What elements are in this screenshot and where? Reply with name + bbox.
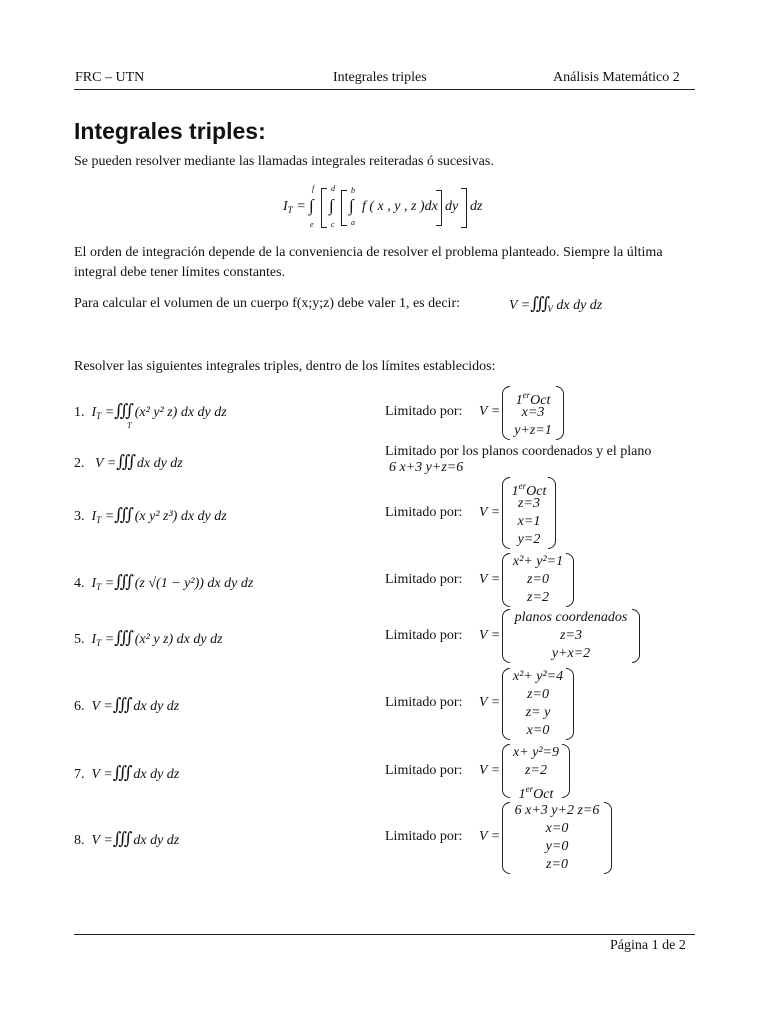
ex6-lim-3: x=0 [526, 723, 550, 738]
dz: dz [470, 199, 483, 214]
exercise-1-limit-label: Limitado por: [385, 404, 463, 419]
exercise-6-system [502, 668, 574, 740]
ex5-lim-0: planos coordenados [514, 610, 628, 625]
iterated-integral-formula [283, 184, 503, 232]
exercise-5: 5. $I_T$ =∭ (x² y z) dx dy dz [74, 628, 223, 648]
exercises-intro: Resolver las siguientes integrales triples, dentro de los límites establecidos: [74, 359, 496, 374]
ex1-lim-1: x=3 [521, 405, 545, 420]
order-text: El orden de integración depende de la conveniencia de resolver el problema planteado. Siempre la última integral debe tener límites constantes. [74, 245, 663, 280]
ex7-lim-0: x+ y²=9 [512, 745, 560, 760]
exercise-5-system [502, 609, 640, 663]
exercise-8-V: V = [479, 829, 501, 844]
limit-a: a [351, 218, 355, 227]
header-rule [74, 89, 695, 90]
exercise-4-system [502, 553, 574, 607]
bracket-outer-right [461, 188, 467, 228]
page-number: Página 1 de 2 [610, 938, 686, 953]
exercise-4-V: V = [479, 572, 501, 587]
ex8-lim-2: y=0 [545, 839, 569, 854]
exercise-4: 4. $I_T$ =∭ (z √(1 − y²)) dx dy dz [74, 572, 254, 592]
exercise-8-system [502, 802, 612, 874]
limit-e: e [310, 220, 314, 229]
ex7-lim-1: z=2 [525, 763, 547, 778]
volume-text: Para calcular el volumen de un cuerpo f(x;y;z) debe valer 1, es decir: [74, 296, 460, 311]
ex7-lim-2: 1erOct [518, 784, 554, 802]
limit-b: b [351, 186, 355, 195]
ex3-lim-1: z=3 [518, 496, 540, 511]
ex8-lim-3: z=0 [546, 857, 568, 872]
ex4-lim-0: x²+ y²=1 [512, 554, 564, 569]
exercise-7-system [502, 744, 570, 802]
dy: dy [445, 199, 459, 214]
integral-sign-mid: ∫ [329, 196, 331, 215]
exercise-7: 7. V =∭ dx dy dz [74, 763, 180, 782]
ex8-lim-1: x=0 [545, 821, 569, 836]
page-title: Integrales triples: [74, 118, 266, 144]
integral-sign-inner: ∫ [349, 196, 351, 215]
volume-formula: $V =∭_V$ dx dy dz [509, 294, 603, 314]
ex5-lim-1: z=3 [560, 628, 582, 643]
ex1-lim-2: y+z=1 [514, 423, 552, 438]
exercise-7-limit-label: Limitado por: [385, 763, 463, 778]
it-lhs: $I_T$ = [283, 199, 306, 215]
bracket-inner-left [341, 190, 347, 226]
header-left: FRC – UTN [75, 70, 145, 85]
ex3-lim-2: x=1 [517, 514, 541, 529]
ex1-lim-0: 1erOct [515, 390, 551, 408]
footer-rule [74, 934, 695, 935]
ex6-lim-0: x²+ y²=4 [512, 669, 564, 684]
exercise-5-V: V = [479, 628, 501, 643]
ex8-lim-0: 6 x+3 y+2 z=6 [514, 803, 600, 818]
ex4-lim-1: z=0 [527, 572, 549, 587]
limit-f: f [312, 184, 315, 193]
ex6-lim-1: z=0 [527, 687, 549, 702]
exercise-6: 6. V =∭ dx dy dz [74, 695, 180, 714]
exercise-2-limit-text: Limitado por los planos coordenados y el plano [385, 444, 652, 459]
exercise-2-plane: 6 x+3 y+z=6 [389, 460, 464, 475]
exercise-8-limit-label: Limitado por: [385, 829, 463, 844]
bracket-outer-left [321, 188, 327, 228]
exercise-1: 1. $I_T$ =∭ (x² y² z) dx dy dz [74, 401, 227, 421]
exercise-1-system [502, 386, 564, 440]
bracket-inner-right [436, 190, 442, 226]
ex4-lim-2: z=2 [527, 590, 549, 605]
header-right: Análisis Matemático 2 [553, 70, 680, 85]
exercise-6-V: V = [479, 695, 501, 710]
exercise-3: 3. $I_T$ =∭ (x y² z³) dx dy dz [74, 505, 227, 525]
exercise-3-limit-label: Limitado por: [385, 505, 463, 520]
exercise-6-limit-label: Limitado por: [385, 695, 463, 710]
ex3-lim-3: y=2 [517, 532, 541, 547]
ex6-lim-2: z= y [525, 705, 551, 720]
ex3-lim-0: 1erOct [511, 481, 547, 499]
exercise-2: 2. V =∭ dx dy dz [74, 452, 183, 471]
exercise-8: 8. V =∭ dx dy dz [74, 829, 180, 848]
integrand: f ( x , y , z )dx [362, 199, 438, 214]
ex5-lim-2: y+x=2 [551, 646, 591, 661]
exercise-4-limit-label: Limitado por: [385, 572, 463, 587]
intro-text: Se pueden resolver mediante las llamadas integrales reiteradas ó sucesivas. [74, 154, 494, 169]
exercise-7-V: V = [479, 763, 501, 778]
exercise-5-limit-label: Limitado por: [385, 628, 463, 643]
limit-c: c [331, 220, 335, 229]
exercise-3-system [502, 477, 556, 549]
integral-sign-outer: ∫ [309, 196, 311, 215]
exercise-1-V: V = [479, 404, 501, 419]
limit-d: d [331, 184, 335, 193]
exercise-1-region: T [127, 421, 132, 430]
exercise-3-V: V = [479, 505, 501, 520]
header-center: Integrales triples [333, 70, 427, 85]
